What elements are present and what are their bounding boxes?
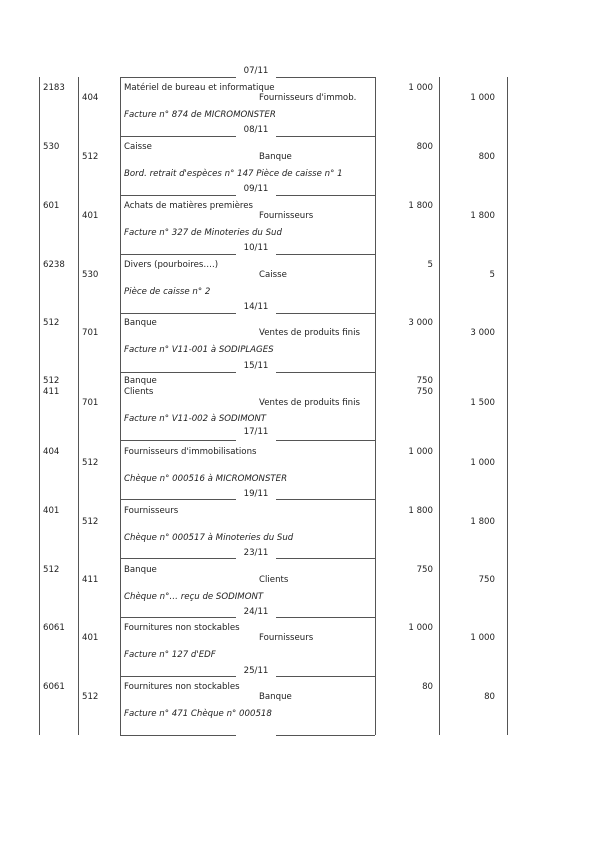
credit-label: Ventes de produits finis <box>259 398 360 408</box>
column-rule <box>507 77 508 735</box>
debit-account: 404 <box>43 447 60 457</box>
entry-date: 17/11 <box>243 427 269 437</box>
entry-date: 07/11 <box>243 66 269 76</box>
credit-amount: 1 800 <box>470 211 495 221</box>
date-rule <box>276 558 375 559</box>
credit-amount: 5 <box>489 270 495 280</box>
entry-reference: Bord. retrait d'espèces n° 147 Pièce de caisse n° 1 <box>124 169 343 179</box>
date-rule <box>276 440 375 441</box>
debit-account: 601 <box>43 201 60 211</box>
debit-amount: 750 <box>416 376 433 386</box>
date-rule <box>120 195 236 196</box>
credit-account: 512 <box>82 517 99 527</box>
credit-account: 512 <box>82 152 99 162</box>
credit-account: 411 <box>82 575 99 585</box>
credit-account: 701 <box>82 328 99 338</box>
date-rule <box>276 372 375 373</box>
entry-date: 10/11 <box>243 243 269 253</box>
entry-reference: Facture n° V11-001 à SODIPLAGES <box>124 345 274 355</box>
date-rule <box>120 676 236 677</box>
debit-account: 411 <box>43 387 60 397</box>
credit-amount: 1 500 <box>470 398 495 408</box>
date-rule <box>276 676 375 677</box>
debit-amount: 5 <box>427 260 433 270</box>
credit-account: 530 <box>82 270 99 280</box>
date-rule <box>120 735 236 736</box>
debit-label: Matériel de bureau et informatique <box>124 83 275 93</box>
debit-label: Caisse <box>124 142 152 152</box>
debit-label: Banque <box>124 318 157 328</box>
entry-reference: Facture n° 327 de Minoteries du Sud <box>124 228 282 238</box>
credit-account: 512 <box>82 458 99 468</box>
entry-date: 14/11 <box>243 302 269 312</box>
debit-label: Banque <box>124 565 157 575</box>
credit-account: 701 <box>82 398 99 408</box>
credit-account: 401 <box>82 633 99 643</box>
date-rule <box>276 735 375 736</box>
date-rule <box>120 136 236 137</box>
debit-amount: 80 <box>422 682 433 692</box>
credit-account: 401 <box>82 211 99 221</box>
credit-account: 404 <box>82 93 99 103</box>
date-rule <box>120 313 236 314</box>
entry-date: 23/11 <box>243 548 269 558</box>
debit-label: Fournisseurs <box>124 506 179 516</box>
date-rule <box>120 499 236 500</box>
date-rule <box>276 77 375 78</box>
date-rule <box>120 440 236 441</box>
date-rule <box>120 558 236 559</box>
debit-account: 6061 <box>43 623 65 633</box>
date-rule <box>276 136 375 137</box>
debit-amount: 1 800 <box>408 506 433 516</box>
entry-reference: Chèque n° 000516 à MICROMONSTER <box>124 474 288 484</box>
credit-label: Ventes de produits finis <box>259 328 360 338</box>
date-rule <box>120 254 236 255</box>
credit-label: Fournisseurs d'immob. <box>259 93 357 103</box>
entry-date: 19/11 <box>243 489 269 499</box>
credit-account: 512 <box>82 692 99 702</box>
entry-date: 08/11 <box>243 125 269 135</box>
credit-amount: 800 <box>478 152 495 162</box>
date-rule <box>276 254 375 255</box>
debit-amount: 800 <box>416 142 433 152</box>
credit-label: Fournisseurs <box>259 633 314 643</box>
date-rule <box>120 617 236 618</box>
credit-label: Clients <box>259 575 289 585</box>
debit-label: Fournitures non stockables <box>124 682 240 692</box>
date-rule <box>276 313 375 314</box>
entry-reference: Pièce de caisse n° 2 <box>124 287 211 297</box>
debit-label: Clients <box>124 387 154 397</box>
entry-reference: Facture n° V11-002 à SODIMONT <box>124 414 267 424</box>
entry-date: 15/11 <box>243 361 269 371</box>
credit-amount: 1 800 <box>470 517 495 527</box>
column-rule <box>120 77 121 735</box>
debit-account: 2183 <box>43 83 65 93</box>
debit-amount: 750 <box>416 387 433 397</box>
credit-amount: 750 <box>478 575 495 585</box>
debit-account: 512 <box>43 376 60 386</box>
debit-account: 401 <box>43 506 60 516</box>
credit-amount: 1 000 <box>470 93 495 103</box>
debit-amount: 1 800 <box>408 201 433 211</box>
credit-label: Caisse <box>259 270 287 280</box>
entry-date: 24/11 <box>243 607 269 617</box>
debit-label: Fournisseurs d'immobilisations <box>124 447 257 457</box>
entry-date: 09/11 <box>243 184 269 194</box>
credit-amount: 80 <box>484 692 495 702</box>
debit-amount: 1 000 <box>408 623 433 633</box>
entry-reference: Chèque n°… reçu de SODIMONT <box>124 592 264 602</box>
debit-account: 6238 <box>43 260 65 270</box>
credit-label: Banque <box>259 692 292 702</box>
debit-account: 6061 <box>43 682 65 692</box>
debit-amount: 750 <box>416 565 433 575</box>
debit-label: Achats de matières premières <box>124 201 253 211</box>
debit-label: Fournitures non stockables <box>124 623 240 633</box>
debit-amount: 3 000 <box>408 318 433 328</box>
date-rule <box>276 499 375 500</box>
credit-amount: 1 000 <box>470 633 495 643</box>
date-rule <box>120 372 236 373</box>
entry-reference: Facture n° 127 d'EDF <box>124 650 216 660</box>
debit-amount: 1 000 <box>408 447 433 457</box>
debit-account: 530 <box>43 142 60 152</box>
entry-reference: Facture n° 471 Chèque n° 000518 <box>124 709 272 719</box>
entry-date: 25/11 <box>243 666 269 676</box>
debit-label: Divers (pourboires….) <box>124 260 219 270</box>
credit-amount: 1 000 <box>470 458 495 468</box>
entry-reference: Facture n° 874 de MICROMONSTER <box>124 110 276 120</box>
column-rule <box>375 77 376 735</box>
entry-reference: Chèque n° 000517 à Minoteries du Sud <box>124 533 294 543</box>
credit-label: Banque <box>259 152 292 162</box>
date-rule <box>276 195 375 196</box>
credit-amount: 3 000 <box>470 328 495 338</box>
debit-account: 512 <box>43 565 60 575</box>
debit-label: Banque <box>124 376 157 386</box>
debit-amount: 1 000 <box>408 83 433 93</box>
column-rule <box>39 77 40 735</box>
column-rule <box>78 77 79 735</box>
debit-account: 512 <box>43 318 60 328</box>
date-rule <box>276 617 375 618</box>
credit-label: Fournisseurs <box>259 211 314 221</box>
date-rule <box>120 77 236 78</box>
